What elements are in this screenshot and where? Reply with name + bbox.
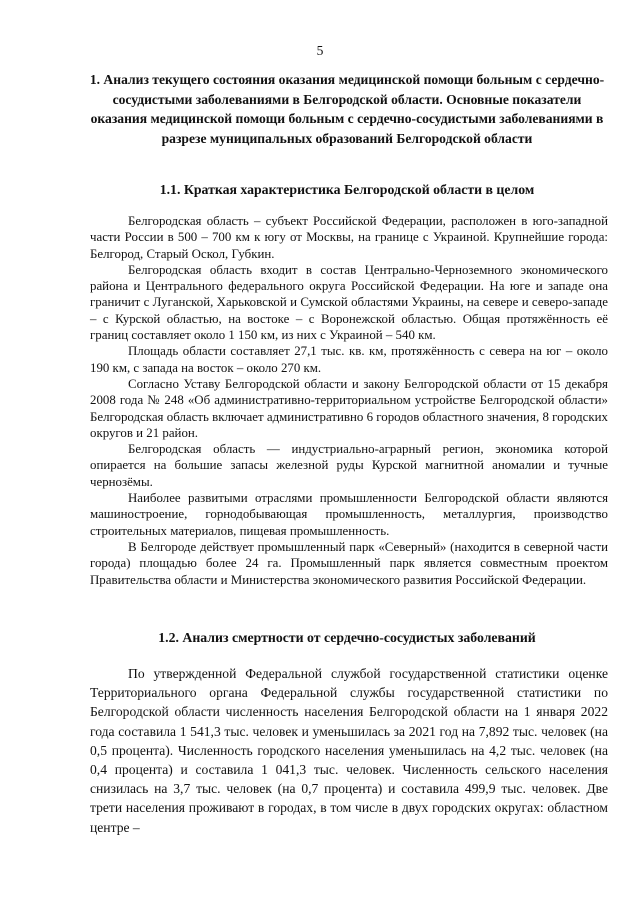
paragraph: Площадь области составляет 27,1 тыс. кв. км, протяжённость с севера на юг – около 190 км, с запада на восток – около 270 км. xyxy=(90,344,608,375)
paragraph: В Белгороде действует промышленный парк «Северный» (находится в северной части города) площадью более 24 га. Промышленный парк является совместным проектом Правительства области и Министерства экономического развития Российской Федерации. xyxy=(90,539,608,587)
page-number: 5 xyxy=(316,43,324,58)
paragraph: Белгородская область входит в состав Центрально-Черноземного экономического района и Центрального федерального округа Российской Федерации. На юге и западе она граничит с Луганской, Харьковской и Сумской областями Украины, на севере и северо-западе – с Курской областью, на востоке – с Воронежской областью. Общая протяжённость её границ составляет около 1 150 км, из них с Украиной – 540 км. xyxy=(90,262,608,343)
section-1-1-heading: 1.1. Краткая характеристика Белгородской области в целом xyxy=(159,182,535,197)
section-1-2-heading: 1.2. Анализ смертности от сердечно-сосудистых заболеваний xyxy=(158,630,536,645)
paragraph: По утвержденной Федеральной службой государственной статистики оценке Территориального органа Федеральной службы государственной статистики по Белгородской области численность населения Белгородской области на 1 января 2022 года составила 1 541,3 тыс. человек и уменьшилась за 2021 год на 7,892 тыс. человек (на 0,5 процента). Численность городского населения уменьшилась на 4,2 тыс. человек (на 0,4 процента) и составила 1 041,3 тыс. человек. Численность сельского населения снизилась на 3,7 тыс. человек (на 0,7 процента) и составила 499,9 тыс. человек. Две трети населения проживают в городах, в том числе в двух городских округах: областном центре – xyxy=(90,666,608,835)
paragraph: Белгородская область — индустриально-аграрный регион, экономика которой опирается на большие запасы железной руды Курской магнитной аномалии и тучные чернозёмы. xyxy=(90,442,608,489)
paragraph: Белгородская область – субъект Российской Федерации, расположен в юго-западной части России в 500 – 700 км к югу от Москвы, на границе с Украиной. Крупнейшие города: Белгород, Старый Оскол, Губкин. xyxy=(90,214,608,261)
paragraph: Согласно Уставу Белгородской области и закону Белгородской области от 15 декабря 2008 года № 248 «Об административно-территориальном устройстве Белгородской области» Белгородская область включает административно 6 городов областного значения, 8 городских округов и 21 район. xyxy=(90,376,608,440)
paragraph: Наиболее развитыми отраслями промышленности Белгородской области являются машиностроение, горнодобывающая промышленность, металлургия, производство строительных материалов, пищевая промышленность. xyxy=(90,491,608,538)
main-heading: 1. Анализ текущего состояния оказания медицинской помощи больным с сердечно-сосудистыми заболеваниями в Белгородской области. Основные показатели оказания медицинской помощи больным с сердечно-сосудистыми заболеваниями в разрезе муниципальных образований Белгородской области xyxy=(89,72,605,146)
section-1-2-body xyxy=(90,664,608,837)
section-1-1-body xyxy=(90,213,608,588)
